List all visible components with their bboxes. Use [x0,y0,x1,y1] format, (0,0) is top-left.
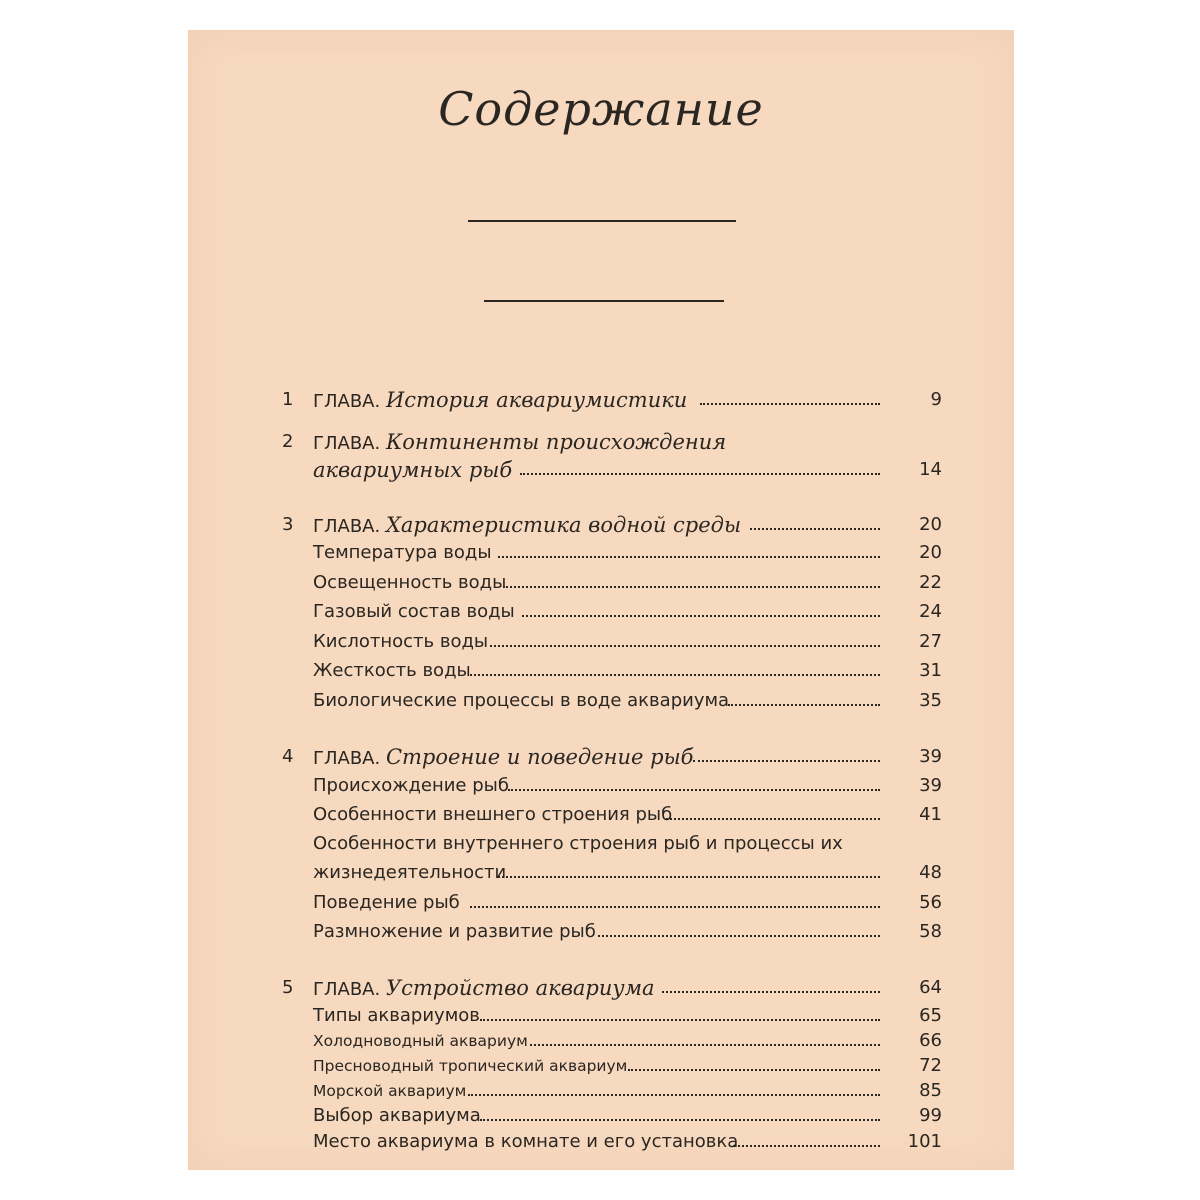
chapter-title: Континенты происхождения [385,430,727,454]
page-number: 31 [919,660,942,681]
page-number: 27 [919,631,942,652]
page-number: 66 [919,1030,942,1051]
section-title: Происхождение рыб [313,775,509,796]
page-number: 99 [919,1105,942,1126]
section-title: Морской аквариум [313,1082,467,1100]
section-title: Газовый состав воды [313,601,515,622]
page-number: 64 [919,977,942,998]
dot-leader [480,1119,880,1121]
toc-entry [188,858,1014,888]
dot-leader [490,645,880,647]
toc-entry [188,686,1014,716]
page-number: 85 [919,1080,942,1101]
dot-leader [666,818,880,820]
dot-leader [503,586,880,588]
dot-leader [470,906,880,908]
dot-leader [700,403,880,405]
dot-leader [750,528,880,530]
page-number: 65 [919,1005,942,1026]
page-number: 101 [907,1131,942,1152]
toc-entry [188,917,1014,947]
section-title: Типы аквариумов [313,1005,480,1026]
dot-leader [728,704,880,706]
chapter-title: История аквариумистики [385,388,688,412]
section-title: Место аквариума в комнате и его установка [313,1131,739,1152]
page-number: 56 [919,892,942,913]
toc-entry [188,771,1014,801]
page-title: Содержание [438,82,764,136]
page-number: 72 [919,1055,942,1076]
section-title: Холодноводный аквариум [313,1032,528,1050]
chapter-title: аквариумных рыб [313,458,513,482]
dot-leader [693,760,880,762]
section-title: Кислотность воды [313,631,489,652]
section-title: Пресноводный тропический аквариум [313,1057,628,1075]
chapter-label: ГЛАВА. [313,433,381,454]
toc-entry [188,427,1014,457]
toc-entry [188,742,1014,772]
page-number: 41 [919,804,942,825]
book-page [188,30,1014,1170]
dot-leader [733,1145,880,1147]
dot-leader [662,991,880,993]
page-number: 14 [919,459,942,480]
dot-leader [530,1044,880,1046]
chapter-label: ГЛАВА. [313,748,381,769]
toc-entry [188,510,1014,540]
section-title: Особенности внешнего строения рыб [313,804,673,825]
section-title: Биологические процессы в воде аквариума [313,690,730,711]
chapter-label: ГЛАВА. [313,979,381,1000]
chapter-number: 5 [282,977,294,998]
toc-entry [188,385,1014,415]
section-title: Особенности внутреннего строения рыб и процессы их [313,833,843,854]
chapter-label: ГЛАВА. [313,516,381,537]
page-number: 22 [919,572,942,593]
section-title: Выбор аквариума [313,1105,481,1126]
chapter-title: Строение и поведение рыб [385,745,694,769]
dot-leader [508,789,880,791]
toc-entry [188,597,1014,627]
dot-leader [498,556,880,558]
page-number: 35 [919,690,942,711]
toc-entry [188,800,1014,830]
page-number: 24 [919,601,942,622]
chapter-title: Устройство аквариума [385,976,655,1000]
chapter-number: 2 [282,431,294,452]
dot-leader [522,615,880,617]
chapter-number: 4 [282,746,294,767]
section-title: Освещенность воды [313,572,507,593]
page-number: 20 [919,514,942,535]
dot-leader [480,1019,880,1021]
toc-entry [188,656,1014,686]
toc-entry [188,568,1014,598]
toc-entry [188,455,1014,485]
toc-entry [188,973,1014,1003]
dot-leader [468,1094,880,1096]
page-number: 39 [919,775,942,796]
chapter-label: ГЛАВА. [313,391,381,412]
section-title: Поведение рыб [313,892,460,913]
dot-leader [498,876,880,878]
toc-entry [188,888,1014,918]
toc-entry [188,538,1014,568]
section-title: жизнедеятельности [313,862,507,883]
chapter-number: 1 [282,389,294,410]
chapter-number: 3 [282,514,294,535]
section-title: Температура воды [313,542,492,563]
page-number: 58 [919,921,942,942]
page-number: 20 [919,542,942,563]
dot-leader [520,473,880,475]
page-number: 48 [919,862,942,883]
dot-leader [470,674,880,676]
dot-leader [628,1069,880,1071]
chapter-title: Характеристика водной среды [385,513,742,537]
page-number: 39 [919,746,942,767]
toc-entry [188,627,1014,657]
page-number: 9 [930,389,942,410]
toc-entry [188,829,1014,859]
section-title: Размножение и развитие рыб [313,921,596,942]
table-of-contents [188,30,1014,1170]
dot-leader [598,935,880,937]
toc-entry [188,1127,1014,1157]
section-title: Жесткость воды [313,660,471,681]
